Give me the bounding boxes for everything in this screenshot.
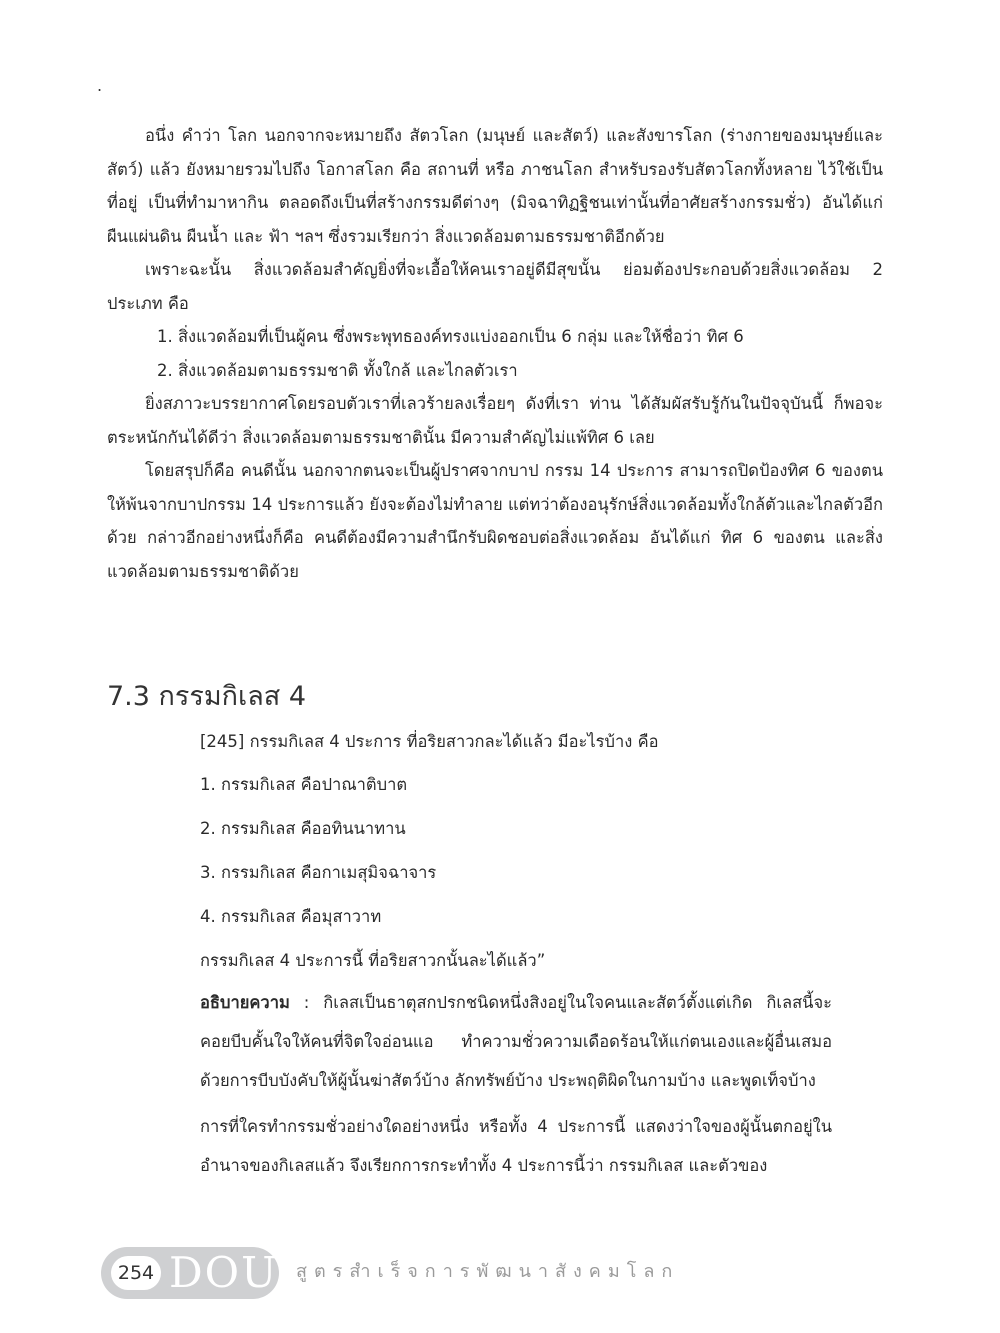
paragraph-4: โดยสรุปก็คือ คนดีนั้น นอกจากตนจะเป็นผู้ปราศจากบาป กรรม 14 ประการ สามารถปิดป้องทิศ 6 ของตนให้พ้นจากบาปกรรม 14 ประการแล้ว ยังจะต้องไม่ทำลาย แต่ทว่าต้องอนุรักษ์สิ่งแวดล้อมทั้งใกล้ตัวและไกลตัวอีกด้วย กล่าวอีกอย่างหนึ่งก็คือ คนดีต้องมีความสำนึกรับผิดชอบต่อสิ่งแวดล้อม อันได้แก่ ทิศ 6 ของตน และสิ่งแวดล้อมตามธรรมชาติด้วย [107,461,883,581]
paragraph-2: เพราะฉะนั้น สิ่งแวดล้อมสำคัญยิ่งที่จะเอื้อให้คนเราอยู่ดีมีสุขนั้น ย่อมต้องประกอบด้วยสิ่งแวดล้อม 2 ประเภท คือ [107,260,883,313]
body-text-block [107,119,883,588]
kamma-item-1: 1. กรรมกิเลส คือปาณาติบาต [200,775,408,794]
footer-subtitle: สูตรสำเร็จการพัฒนาสังคมโลก [296,1261,680,1282]
footer-badge [101,1247,279,1299]
list-item-1: 1. สิ่งแวดล้อมที่เป็นผู้คน ซึ่งพระพุทธองค์ทรงแบ่งออกเป็น 6 กลุ่ม และให้ชื่อว่า ทิศ 6 [157,327,744,346]
explanation-paragraph [200,983,832,1100]
kamma-item-4: 4. กรรมกิเลส คือมุสาวาท [200,907,382,926]
page-number: 254 [111,1256,161,1290]
kamma-item-3: 3. กรรมกิเลส คือกาเมสุมิจฉาจาร [200,863,437,882]
section-heading: 7.3 กรรมกิเลส 4 [107,681,307,712]
paragraph-3: ยิ่งสภาวะบรรยากาศโดยรอบตัวเราที่เลวร้ายลงเรื่อยๆ ดังที่เรา ท่าน ได้สัมผัสรับรู้กันในปัจจุบันนี้ ก็พอจะตระหนักกันได้ดีว่า สิ่งแวดล้อมตามธรรมชาตินั้น มีความสำคัญไม่แพ้ทิศ 6 เลย [107,394,883,447]
stray-dot: . [97,76,103,95]
closing-paragraph: การที่ใครทำกรรมชั่วอย่างใดอย่างหนึ่ง หรือทั้ง 4 ประการนี้ แสดงว่าใจของผู้นั้นตกอยู่ในอำนาจของกิเลสแล้ว จึงเรียกการกระทำทั้ง 4 ประการนี้ว่า กรรมกิเลส และตัวของ [200,1117,832,1175]
explanation-label: อธิบายความ [200,993,290,1012]
kamma-item-2: 2. กรรมกิเลส คืออทินนาทาน [200,819,406,838]
list-item-2: 2. สิ่งแวดล้อมตามธรรมชาติ ทั้งใกล้ และไกลตัวเรา [157,360,518,380]
quote-close: กรรมกิเลส 4 ประการนี้ ที่อริยสาวกนั้นละได้แล้ว” [200,951,546,970]
paragraph-1: อนึ่ง คำว่า โลก นอกจากจะหมายถึง สัตวโลก (มนุษย์ และสัตว์) และสังขารโลก (ร่างกายของมนุษย์และสัตว์) แล้ว ยังหมายรวมไปถึง โอกาสโลก คือ สถานที่ หรือ ภาชนโลก สำหรับรองรับสัตวโลกทั้งหลาย ไว้ใช้เป็นที่อยู่ เป็นที่ทำมาหากิน ตลอดถึงเป็นที่สร้างกรรมดีต่างๆ (มิจฉาทิฏฐิชนเท่านั้นที่อาศัยสร้างกรรมชั่ว) อันได้แก่ ผืนแผ่นดิน ผืนน้ำ และ ฟ้า ฯลฯ ซึ่งรวมเรียกว่า สิ่งแวดล้อมตามธรรมชาติอีกด้วย [107,126,883,246]
brand-logo: DOU [169,1248,279,1297]
quote-intro: [245] กรรมกิเลส 4 ประการ ที่อริยสาวกละได้แล้ว มีอะไรบ้าง คือ [200,732,659,751]
explanation-text: : กิเลสเป็นธาตุสกปรกชนิดหนึ่งสิงอยู่ในใจคนและสัตว์ตั้งแต่เกิด กิเลสนี้จะคอยบีบคั้นใจให้คนที่จิตใจอ่อนแอ ทำความชั่วความเดือดร้อนให้แก่ตนเองและผู้อื่นเสมอด้วยการบีบบังคับให้ผู้นั้นฆ่าสัตว์บ้าง ลักทรัพย์บ้าง ประพฤติผิดในกามบ้าง และพูดเท็จบ้าง [200,993,832,1090]
